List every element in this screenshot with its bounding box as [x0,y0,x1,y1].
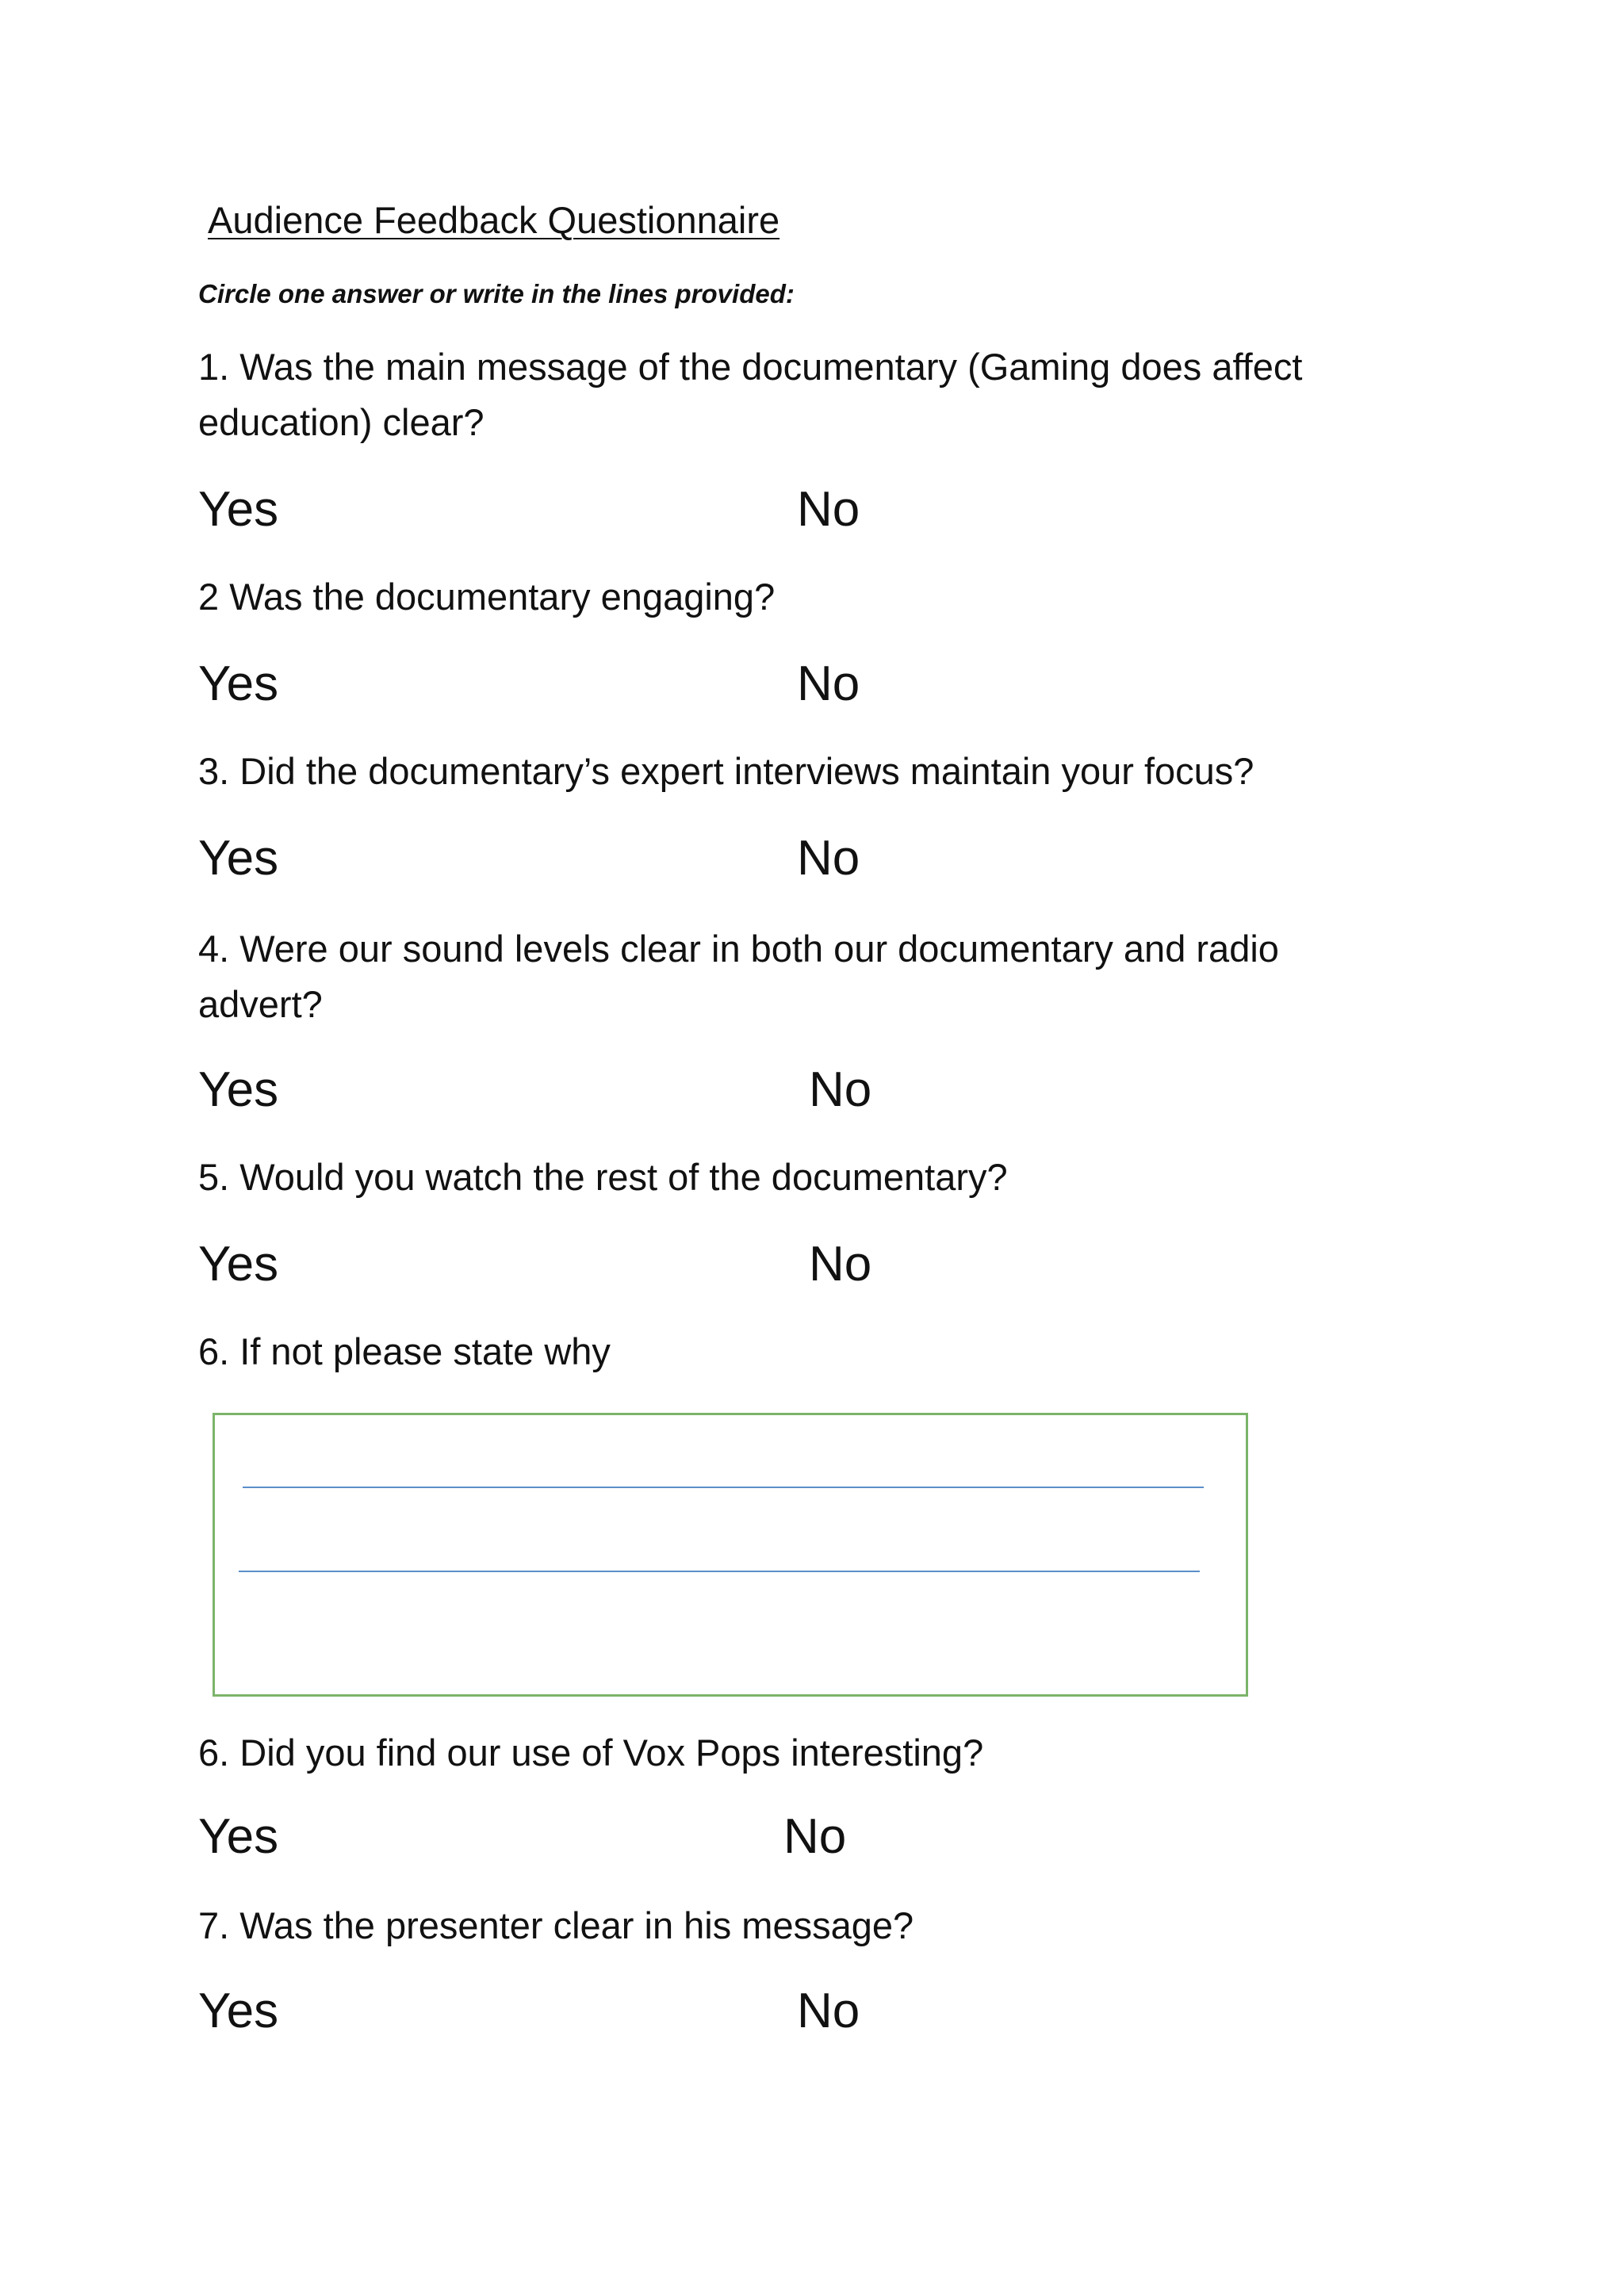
question-5-text: 5. Would you watch the rest of the documentary? [198,1156,1008,1198]
question-7-text: 7. Was the presenter clear in his message? [198,1904,914,1946]
question-1-no-option[interactable]: No [797,482,860,537]
question-4-line-1: 4. Were our sound levels clear in both our documentary and radio [198,928,1279,970]
question-7-yes-option[interactable]: Yes [198,1984,279,2038]
question-1-line-1: 1. Was the main message of the documentary (Gaming does affect [198,346,1303,388]
write-line-1 [243,1487,1204,1488]
question-5-no-option[interactable]: No [809,1237,872,1292]
question-4-line-2: advert? [198,983,323,1025]
question-4-yes-option[interactable]: Yes [198,1062,279,1117]
question-2-yes-option[interactable]: Yes [198,656,279,711]
write-in-answer-box[interactable] [213,1413,1248,1697]
question-3-text: 3. Did the documentary’s expert interviews maintain your focus? [198,750,1254,792]
question-6b-yes-option[interactable]: Yes [198,1809,279,1864]
question-2-no-option[interactable]: No [797,656,860,711]
question-6-text: 6. If not please state why [198,1330,611,1372]
question-1-yes-option[interactable]: Yes [198,482,279,537]
question-6b-text: 6. Did you find our use of Vox Pops interesting? [198,1732,984,1774]
write-line-2 [239,1571,1200,1572]
instructions-text: Circle one answer or write in the lines provided: [198,279,795,308]
question-3-no-option[interactable]: No [797,831,860,886]
document-title: Audience Feedback Questionnaire [208,199,780,241]
question-6b-no-option[interactable]: No [783,1809,847,1864]
question-4-no-option[interactable]: No [809,1062,872,1117]
question-5-yes-option[interactable]: Yes [198,1237,279,1292]
question-7-no-option[interactable]: No [797,1984,860,2038]
question-2-text: 2 Was the documentary engaging? [198,576,776,618]
question-1-line-2: education) clear? [198,401,485,443]
question-3-yes-option[interactable]: Yes [198,831,279,886]
